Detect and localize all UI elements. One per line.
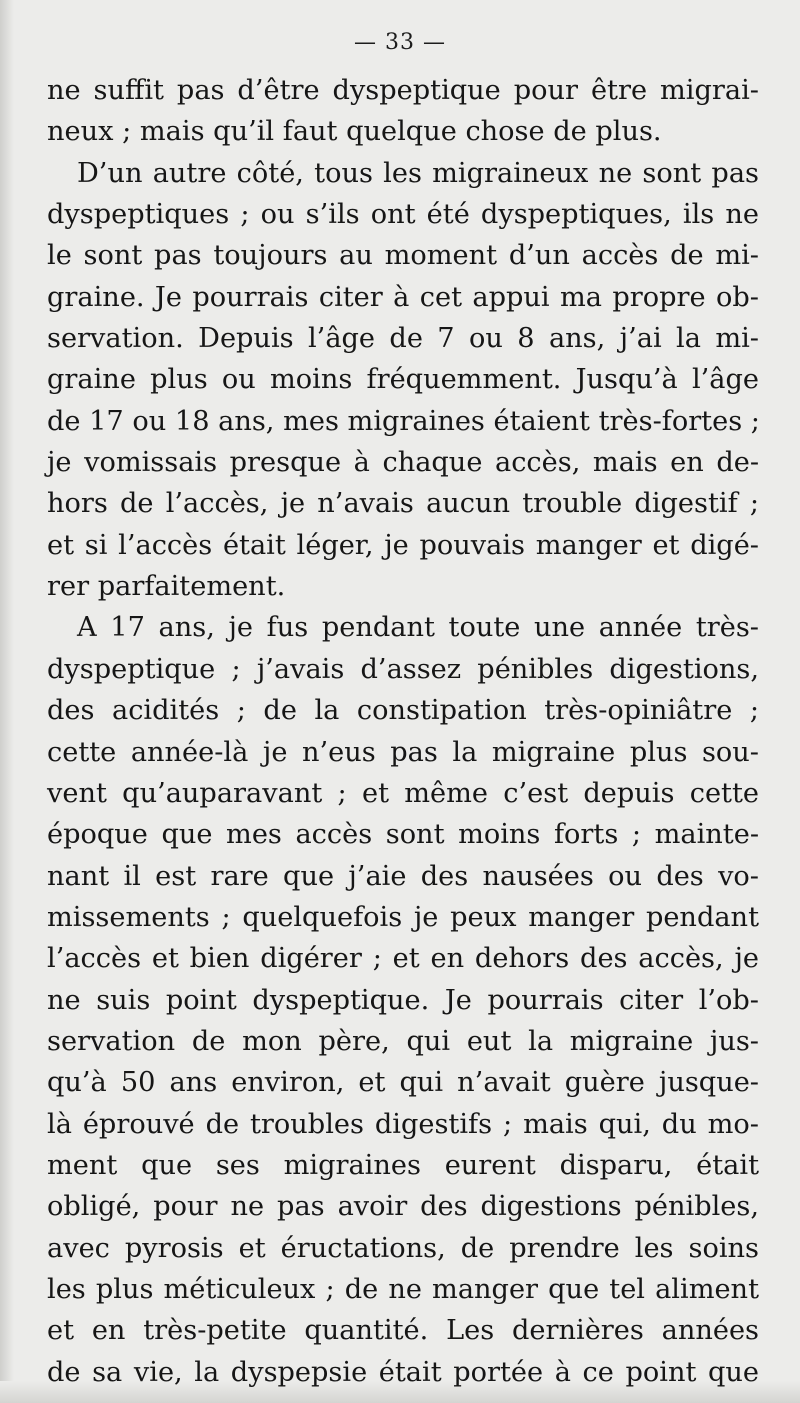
text-line: époque que mes accès sont moins forts ; mainte- [47, 819, 759, 851]
text-line: dyspeptiques ; ou s’ils ont été dyspeptiques, ils ne [47, 199, 759, 231]
text-line: de 17 ou 18 ans, mes migraines étaient très-fortes ; [47, 405, 760, 437]
text-line: graine. Je pourrais citer à cet appui ma propre ob- [47, 281, 759, 313]
text-line: rer parfaitement. [47, 571, 286, 603]
text-line: missements ; quelquefois je peux manger pendant [47, 901, 759, 933]
text-line: et en très-petite quantité. Les dernières années [47, 1315, 759, 1347]
text-line: dyspeptique ; j’avais d’assez pénibles digestions, [47, 653, 759, 685]
text-line: vent qu’auparavant ; et même c’est depuis cette [47, 777, 759, 809]
text-line: obligé, pour ne pas avoir des digestions pénibles, [47, 1191, 759, 1223]
text-line: je vomissais presque à chaque accès, mais en de- [47, 447, 759, 479]
text-line: et si l’accès était léger, je pouvais manger et digé- [47, 529, 759, 561]
text-line: servation. Depuis l’âge de 7 ou 8 ans, j’ai la mi- [47, 323, 759, 355]
text-line: l’accès et bien digérer ; et en dehors des accès, je [47, 943, 759, 975]
page-number: — 33 — [354, 30, 446, 55]
text-line: neux ; mais qu’il faut quelque chose de plus. [47, 116, 662, 148]
text-line: graine plus ou moins fréquemment. Jusqu’à l’âge [47, 364, 759, 396]
text-line: des acidités ; de la constipation très-opiniâtre ; [47, 695, 759, 727]
text-line: de sa vie, la dyspepsie était portée à ce point que [47, 1356, 759, 1388]
text-line: servation de mon père, qui eut la migraine jus- [47, 1025, 759, 1057]
page-left-edge-shadow [0, 0, 14, 1403]
text-line: avec pyrosis et éructations, de prendre les soins [47, 1232, 759, 1264]
text-line: D’un autre côté, tous les migraineux ne sont pas [77, 157, 759, 189]
text-line: A 17 ans, je fus pendant toute une année très- [77, 612, 759, 644]
text-line: ne suis point dyspeptique. Je pourrais citer l’ob- [47, 984, 759, 1016]
text-line: qu’à 50 ans environ, et qui n’avait guère jusque- [47, 1067, 759, 1099]
text-line: ne suffit pas d’être dyspeptique pour être migrai- [47, 75, 759, 106]
text-line: ment que ses migraines eurent disparu, était [47, 1149, 759, 1181]
body-text [47, 70, 759, 1393]
text-line: hors de l’accès, je n’avais aucun trouble digestif ; [47, 488, 759, 520]
text-line: les plus méticuleux ; de ne manger que tel aliment [47, 1273, 759, 1305]
text-line: le sont pas toujours au moment d’un accès de mi- [47, 240, 759, 272]
text-line: là éprouvé de troubles digestifs ; mais qui, du mo- [47, 1108, 759, 1140]
text-line: nant il est rare que j’aie des nausées ou des vo- [47, 860, 759, 892]
text-line: cette année-là je n’eus pas la migraine plus sou- [47, 736, 759, 768]
